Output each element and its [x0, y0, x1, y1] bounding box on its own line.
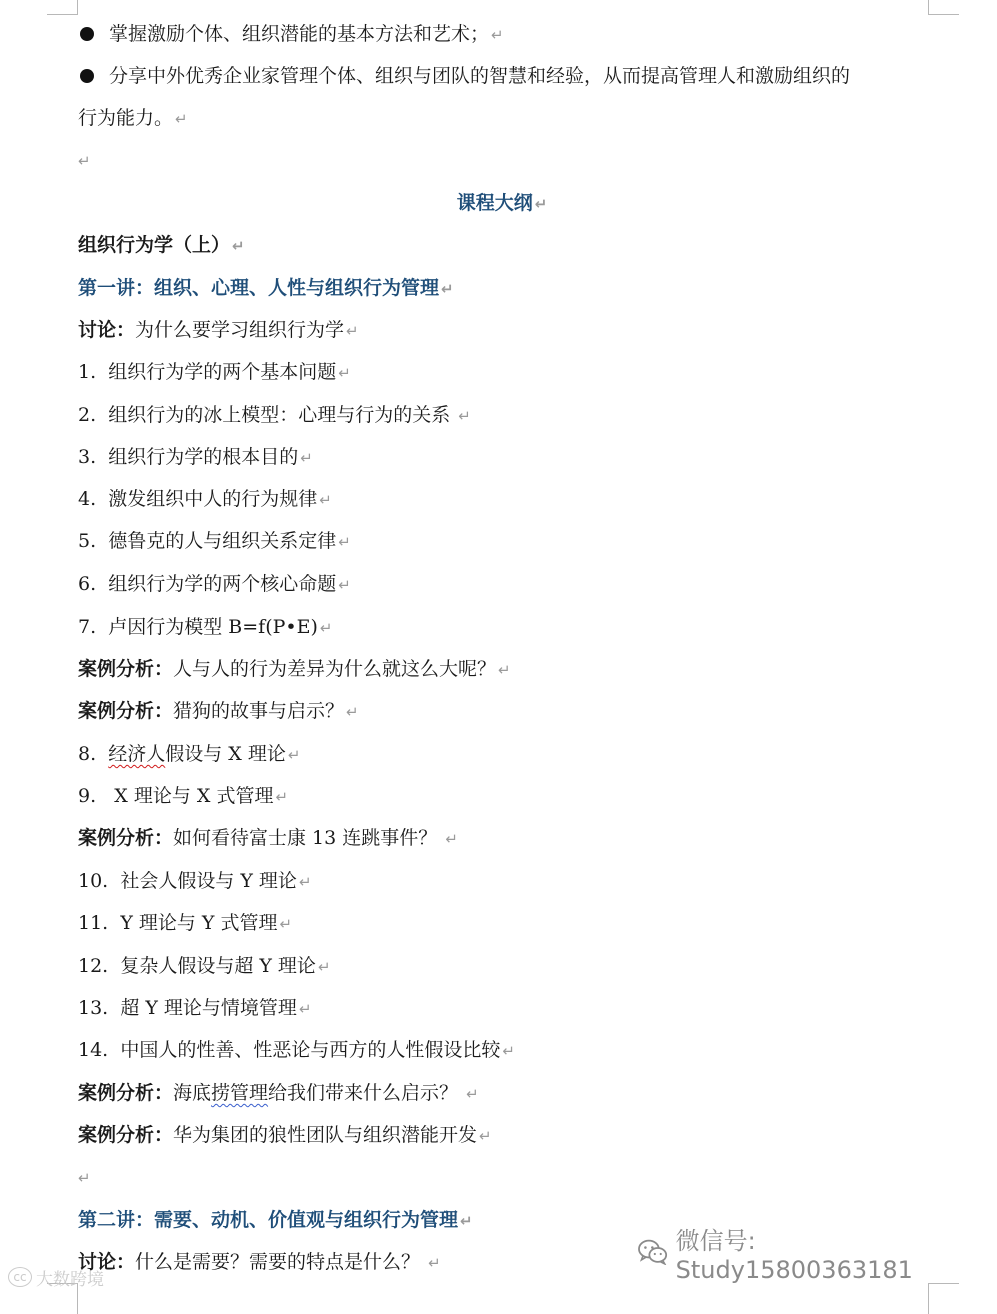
list-text: 组织行为学的两个核心命题	[108, 573, 337, 595]
lecture-heading	[78, 274, 454, 302]
list-number: 10.	[78, 870, 109, 892]
paragraph-mark: ↵	[502, 1042, 515, 1060]
watermark-left	[8, 1264, 104, 1290]
list-number: 8.	[78, 743, 97, 765]
discussion-line	[78, 1248, 441, 1276]
paragraph-mark: ↵	[78, 1169, 91, 1187]
paragraph-mark: ↵	[319, 491, 332, 509]
paragraph-mark: ↵	[479, 1127, 492, 1145]
paragraph-mark: ↵	[279, 915, 293, 933]
lecture-title: 第二讲：需要、动机、价值观与组织行为管理	[78, 1209, 459, 1231]
list-text: 社会人假设与 Y 理论	[120, 870, 297, 892]
list-number: 9.	[78, 785, 97, 807]
outline-title-text: 课程大纲	[456, 192, 533, 214]
bullet-dot-icon	[80, 69, 94, 83]
list-text: X 理论与 X 式管理	[108, 785, 274, 807]
list-item	[78, 443, 313, 471]
lecture-heading	[78, 1206, 473, 1234]
case-text: 华为集团的狼性团队与组织潜能开发	[173, 1124, 478, 1146]
list-item	[78, 909, 292, 937]
spellcheck-flagged-text: 经济人	[108, 743, 166, 765]
list-text: 假设与 X 理论	[165, 743, 286, 765]
list-item	[78, 613, 332, 641]
list-item	[78, 1036, 515, 1064]
case-line	[78, 824, 458, 852]
list-number: 6.	[78, 573, 97, 595]
list-item	[78, 994, 312, 1022]
list-text: 组织行为学的根本目的	[108, 446, 299, 468]
discussion-text: 为什么要学习组织行为学	[135, 319, 345, 341]
list-text: Y 理论与 Y 式管理	[120, 912, 278, 934]
paragraph-mark: ↵	[78, 152, 91, 170]
paragraph-mark: ↵	[534, 195, 548, 213]
part-title-text: 组织行为学（上）	[78, 234, 231, 256]
list-item	[78, 401, 471, 429]
list-text: 激发组织中人的行为规律	[108, 488, 318, 510]
list-item	[78, 952, 331, 980]
list-number: 12.	[78, 955, 109, 977]
list-number: 7.	[78, 616, 97, 638]
list-text: 复杂人假设与超 Y 理论	[120, 955, 316, 977]
bullet-text: 掌握激励个体、组织潜能的基本方法和艺术；	[109, 23, 490, 45]
list-text: 德鲁克的人与组织关系定律	[108, 530, 337, 552]
paragraph-mark: ↵	[298, 1000, 312, 1018]
discussion-line	[78, 316, 359, 344]
paragraph-mark: ↵	[466, 1085, 479, 1103]
list-number: 2.	[78, 404, 97, 426]
watermark-logo-icon: cc	[8, 1267, 32, 1287]
paragraph-mark: ↵	[428, 1254, 441, 1272]
page-corner-bottom-right	[928, 1283, 959, 1314]
paragraph-mark: ↵	[338, 576, 351, 594]
bullet-item	[80, 62, 850, 90]
list-text: 超 Y 理论与情境管理	[120, 997, 297, 1019]
list-item	[78, 485, 332, 513]
case-text: 人与人的行为差异为什么就这么大呢？	[173, 658, 497, 680]
paragraph-mark: ↵	[232, 237, 245, 255]
case-label: 案例分析：	[78, 1082, 174, 1104]
paragraph-mark: ↵	[298, 873, 312, 891]
lecture-title: 第一讲：组织、心理、人性与组织行为管理	[78, 277, 440, 299]
case-line	[78, 1079, 479, 1107]
paragraph-mark: ↵	[338, 533, 351, 551]
case-line	[78, 697, 359, 725]
paragraph-mark: ↵	[460, 1212, 473, 1230]
discussion-label: 讨论：	[78, 1251, 136, 1273]
paragraph-mark: ↵	[498, 661, 511, 679]
list-item	[78, 358, 351, 386]
case-label: 案例分析：	[78, 700, 174, 722]
case-text: 如何看待富士康 13 连跳事件？	[173, 827, 438, 849]
empty-paragraph	[78, 1163, 91, 1191]
case-text: 给我们带来什么启示？	[268, 1082, 459, 1104]
grammar-flagged-text: 捞管理	[211, 1082, 269, 1104]
list-number: 11.	[78, 912, 109, 934]
list-text: 卢因行为模型 B=f(P•E)	[108, 616, 318, 638]
paragraph-mark: ↵	[300, 449, 313, 467]
list-item	[78, 570, 351, 598]
case-label: 案例分析：	[78, 658, 174, 680]
paragraph-mark: ↵	[346, 703, 359, 721]
watermark-right	[638, 1226, 997, 1284]
list-number: 5.	[78, 530, 97, 552]
paragraph-mark: ↵	[319, 619, 333, 637]
list-item	[78, 527, 351, 555]
part-title	[78, 231, 245, 259]
paragraph-mark: ↵	[445, 830, 458, 848]
paragraph-mark: ↵	[491, 26, 504, 44]
bullet-text: 行为能力。	[78, 107, 174, 129]
paragraph-mark: ↵	[287, 746, 301, 764]
watermark-right-text: 微信号: Study15800363181	[675, 1226, 913, 1284]
paragraph-mark: ↵	[275, 788, 289, 806]
list-text: 中国人的性善、性恶论与西方的人性假设比较	[120, 1039, 501, 1061]
case-text: 海底	[173, 1082, 212, 1104]
discussion-text: 什么是需要？需要的特点是什么？	[135, 1251, 421, 1273]
paragraph-mark: ↵	[317, 958, 331, 976]
bullet-text: 分享中外优秀企业家管理个体、组织与团队的智慧和经验，从而提高管理人和激励组织的	[109, 65, 851, 87]
list-item	[78, 782, 288, 810]
case-line	[78, 655, 511, 683]
paragraph-mark: ↵	[338, 364, 351, 382]
empty-paragraph	[78, 146, 91, 174]
case-label: 案例分析：	[78, 827, 174, 849]
bullet-dot-icon	[80, 27, 94, 41]
watermark-left-text: 大数跨境	[36, 1269, 104, 1290]
paragraph-mark: ↵	[441, 280, 454, 298]
list-text: 组织行为的冰上模型：心理与行为的关系	[108, 404, 457, 426]
paragraph-mark: ↵	[346, 322, 359, 340]
case-line	[78, 1121, 492, 1149]
wechat-icon	[638, 1239, 668, 1265]
page-corner-top-left	[47, 0, 78, 15]
list-number: 3.	[78, 446, 97, 468]
paragraph-mark: ↵	[458, 407, 471, 425]
list-item	[78, 740, 300, 768]
paragraph-mark: ↵	[175, 110, 188, 128]
list-number: 1.	[78, 361, 97, 383]
bullet-item	[80, 20, 504, 48]
list-number: 4.	[78, 488, 97, 510]
discussion-label: 讨论：	[78, 319, 136, 341]
list-number: 13.	[78, 997, 109, 1019]
list-number: 14.	[78, 1039, 109, 1061]
list-text: 组织行为学的两个基本问题	[108, 361, 337, 383]
page-corner-top-right	[928, 0, 959, 15]
case-label: 案例分析：	[78, 1124, 174, 1146]
list-item	[78, 867, 312, 895]
bullet-continuation	[78, 104, 188, 132]
outline-title	[0, 189, 997, 217]
case-text: 猎狗的故事与启示？	[173, 700, 345, 722]
